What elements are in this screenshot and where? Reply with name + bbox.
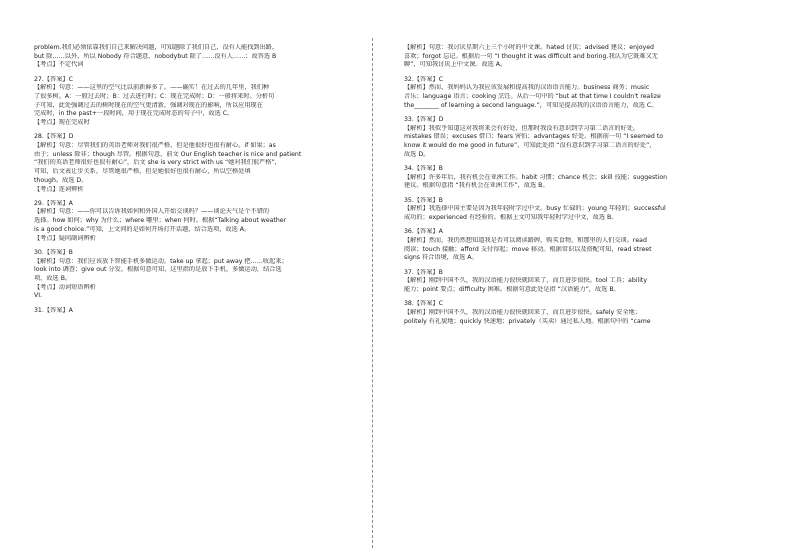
text-line: 子可知，此处强调过去的树时现在的空气更清新，强调对现在的影响，所以应用现在	[34, 101, 263, 109]
answer-heading: 29.【答案】A	[34, 199, 73, 207]
text-line: mistakes 错误；excuses 借口；fears 害怕；advantages 好处。根据前一句 “I seemed to	[404, 133, 664, 141]
text-line: 由于；unless 除非；though 尽管。根据句意，前文 Our English teacher is nice and patient	[34, 150, 302, 158]
answer-heading: 30.【答案】B	[34, 248, 73, 256]
section-line: 【解析】句意：尽管我们的英语老师对我们很严格，但是他很好也很有耐心。if 如果；as	[34, 142, 276, 150]
section-line: 【考点】动词短语辨析	[34, 283, 96, 291]
answer-heading: 27.【答案】C	[34, 75, 73, 83]
text-line: 选择。how 如何；why 为什么；where 哪里；when 何时。根据“Talking about weather	[34, 217, 287, 225]
text-line: though。故选 D。	[34, 176, 88, 184]
answer-heading: 36.【答案】A	[404, 228, 443, 236]
column-divider	[372, 38, 373, 548]
section-line: 【解析】句意：我们应该放下智能手机多做运动。take up 拿起；put away 把……收起来；	[34, 257, 288, 265]
answer-heading: 32.【答案】C	[404, 75, 443, 83]
text-line: 故选 D。	[404, 150, 430, 158]
section-line: 【解析】我似乎知道这对我将来会有好处，但那时我没有意识到学习第二语言的好处。	[404, 124, 640, 132]
section-line: 【解析】许多年后，我有机会在亚洲工作。habit 习惯；chance 机会；skill 技能；suggestion	[404, 173, 668, 181]
text-line: VI.	[34, 292, 43, 300]
section-line: 【解析】我选择中国主要是因为我年轻时学过中文。busy 忙碌的；young 年轻的；successful	[404, 205, 666, 213]
section-line: 【解析】句意：——这里的空气比以前新鲜多了。——确实！在过去的几年里，我们种	[34, 84, 270, 92]
answer-heading: 38.【答案】C	[404, 300, 443, 308]
section-line: 【考点】现在完成时	[34, 119, 90, 127]
section-line: 【解析】然而，我仍然想知道我是否可以阅读路牌，购买食物，和那里的人们交谈。read	[404, 237, 647, 245]
section-line: 【解析】然而，我妈妈认为我应该发展和提高我的汉语语言能力。business 商务；music	[404, 84, 650, 92]
text-line: 完成时，in the past+一段时间，用于现在完成时态的句子中，故选 C。	[34, 110, 234, 118]
text-line: 音乐；language 语言；cooking 烹饪。从后一句中的 “but at that time I couldn't realize	[404, 93, 661, 101]
text-line: look into 调查；give out 分发。根据句意可知，这里指的是放下手机，多做运动，结合选	[34, 266, 282, 274]
section-line: 【解析】刚到中国不久，我的汉语能力很快就回来了，而且进步很快。tool 工具；ability	[404, 277, 648, 285]
text-line: 阅读；touch 接触；afford 支付得起；move 移动。根据常识以及搭配可知，read street	[404, 245, 652, 253]
section-line: 【解析】句意：我讨厌星期六上三个小时的中文课。hated 讨厌；advised 建议；enjoyed	[404, 44, 654, 51]
text-line: is a good choice.”可知，上文问的是如何开场打开话题，结合选项，故选 A。	[34, 225, 251, 233]
answer-heading: 28.【答案】D	[34, 133, 74, 141]
answer-heading: 35.【答案】B	[404, 196, 443, 204]
right-column	[404, 44, 720, 326]
left-column	[34, 44, 350, 315]
answer-heading: 33.【答案】D	[404, 116, 444, 123]
text-line: 聊”，可知我讨厌上中文课。故选 A。	[404, 61, 507, 69]
text-line: 能力；point 要点；difficulty 困难。根据句意此处是指 “汉语能力”，故选 B。	[404, 286, 620, 294]
text-line: 了很多树。A：一般过去时；B：过去进行时；C：现在完成时；D：一般将来时。分析句	[34, 93, 275, 101]
text-line: but 除……以外，所以 Nobody 符合题意，nobodybut 除了……没有人……；故答选 B	[34, 52, 277, 60]
section-line: 【解析】句意：——你可以告诉我如何和外国人开始交谈吗？——谈论天气是个不错的	[34, 208, 270, 216]
section-line: 【考点】不定代词	[34, 61, 84, 69]
text-line: 成功的；experienced 有经验的。根据上文可知我年轻时学过中文，故选 B。	[404, 214, 618, 222]
section-line: 【考点】疑问副词辨析	[34, 234, 96, 242]
section-line: 【考点】连词辨析	[34, 185, 84, 193]
answer-heading: 31.【答案】A	[34, 306, 73, 314]
text-line: problem.我们必须依靠我们自己来解决问题，可知题除了我们自己，没有人能找到出路,	[34, 44, 274, 51]
text-line: 喜欢；forgot 忘记。根据后一句 “I thought it was difficult and boring.我认为它既难又无	[404, 52, 658, 60]
text-line: know it would do me good in future”，可知此处指 “没有意识到学习第二语言的好处”，	[404, 142, 656, 150]
answer-heading: 37.【答案】B	[404, 268, 443, 276]
text-line: 建议。根据句意指 “我有机会在亚洲工作”，故选 B。	[404, 182, 549, 190]
text-line: 项，故选 B。	[34, 274, 72, 282]
text-line: signs 符合语境，故选 A。	[404, 254, 478, 262]
section-line: 【解析】刚到中国不久，我的汉语能力很快就回来了，而且进步很快。safely 安全地；	[404, 309, 641, 317]
text-line: politely 有礼貌地；quickly 快速地；privately（买卖）通过私人地。根据句中的 “came	[404, 317, 651, 325]
answer-heading: 34.【答案】B	[404, 165, 443, 173]
text-line: the________ of learning a second language.”，可知是提高我的汉语语言能力，故选 C。	[404, 101, 658, 109]
text-line: “我们的英语老师很好也很有耐心”，后文 she is very strict with us “她对我们很严格”，	[34, 159, 281, 167]
text-line: 可知，后文表让步关系，尽管她很严格，但是她很好也很有耐心，所以空格处填	[34, 168, 251, 176]
